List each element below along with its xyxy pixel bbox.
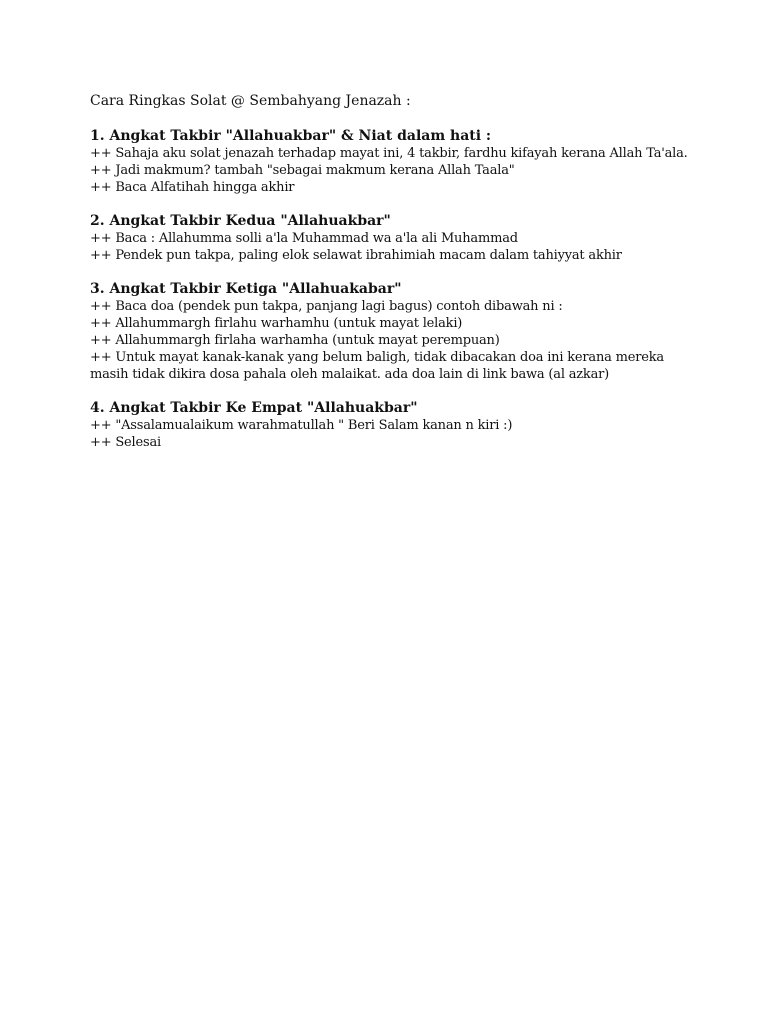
section-3 [90,280,690,383]
section-line: ++ "Assalamualaikum warahmatullah " Beri Salam kanan n kiri :) [90,418,513,433]
section-2 [90,212,690,264]
section-line: ++ Selesai [90,435,161,450]
section-heading: 2. Angkat Takbir Kedua "Allahuakbar" [90,213,391,229]
section-line: ++ Baca Alfatihah hingga akhir [90,180,295,195]
section-heading: 3. Angkat Takbir Ketiga "Allahuakabar" [90,281,402,297]
section-heading: 4. Angkat Takbir Ke Empat "Allahuakbar" [90,400,418,416]
section-1 [90,127,690,196]
section-line: ++ Untuk mayat kanak-kanak yang belum baligh, tidak dibacakan doa ini kerana mereka masih tidak dikira dosa pahala oleh malaikat. ada doa lain di link bawa (al azkar) [90,350,664,382]
section-line: ++ Baca : Allahumma solli a'la Muhammad wa a'la ali Muhammad [90,231,518,246]
section-heading: 1. Angkat Takbir "Allahuakbar" & Niat dalam hati : [90,128,492,144]
document-page [90,92,690,467]
section-line: ++ Allahummargh firlahu warhamhu (untuk mayat lelaki) [90,316,463,331]
section-line: ++ Baca doa (pendek pun takpa, panjang lagi bagus) contoh dibawah ni : [90,299,563,314]
section-line: ++ Pendek pun takpa, paling elok selawat ibrahimiah macam dalam tahiyyat akhir [90,248,622,263]
section-4 [90,399,690,451]
section-line: ++ Jadi makmum? tambah "sebagai makmum kerana Allah Taala" [90,163,515,178]
section-line: ++ Allahummargh firlaha warhamha (untuk mayat perempuan) [90,333,500,348]
section-line: ++ Sahaja aku solat jenazah terhadap mayat ini, 4 takbir, fardhu kifayah kerana Allah Ta'ala. [90,146,688,161]
document-title: Cara Ringkas Solat @ Sembahyang Jenazah : [90,93,411,109]
